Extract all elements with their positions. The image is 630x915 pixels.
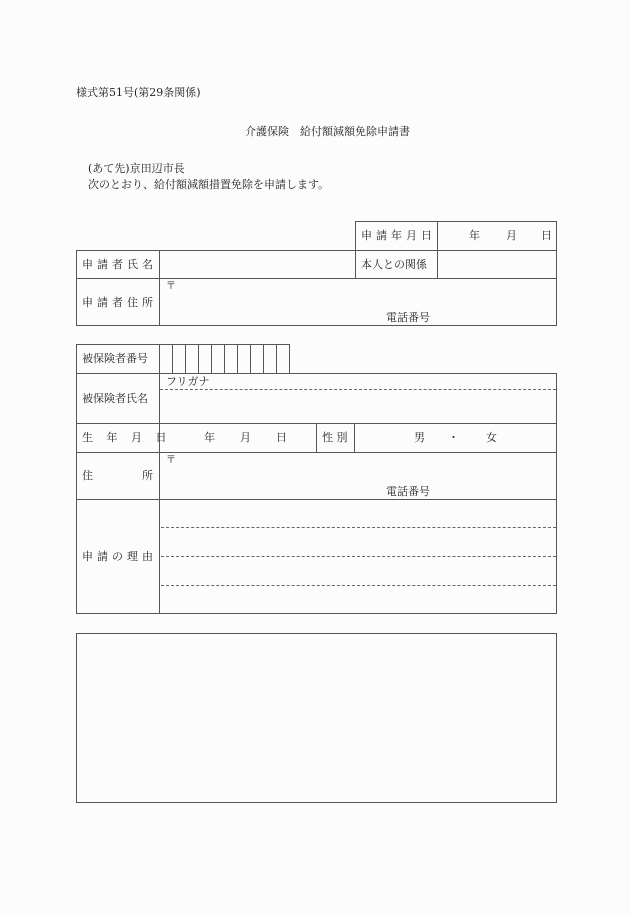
birth-day: 日 [276,431,287,444]
birth-year: 年 [204,431,215,444]
statement: 次のとおり、給付額減額措置免除を申請します。 [88,178,330,191]
applicant-address-field[interactable] [160,279,556,325]
gender-male-option[interactable]: 男 [414,431,425,444]
insured-name-label: 被保険者氏名 [82,392,148,405]
birth-date-label: 生 年 月 日 [82,431,172,444]
gender-label: 性 別 [322,431,348,444]
application-date-month: 月 [506,229,517,242]
postal-mark-icon: 〒 [166,455,176,466]
birth-month: 月 [240,431,251,444]
application-date-label: 申請年月日 [361,229,436,242]
addressee: (あて先)京田辺市長 [88,162,185,175]
birth-date-field[interactable] [160,424,316,452]
application-date-day: 日 [541,229,552,242]
applicant-name-label: 申請者氏名 [82,258,157,271]
relation-field[interactable] [438,251,556,278]
insured-phone-label: 電話番号 [386,485,430,498]
reason-label: 申請の理由 [82,550,157,563]
insured-address-label-2: 所 [142,469,153,482]
notes-box[interactable] [76,633,557,803]
insured-address-label-1: 住 [82,469,93,482]
form-number: 様式第51号(第29条関係) [76,86,201,99]
insured-address-field[interactable] [160,453,556,499]
applicant-address-label: 申請者住所 [82,296,157,309]
form-title: 介護保険 給付額減額免除申請書 [245,125,410,138]
furigana-field[interactable] [160,374,556,389]
postal-mark-icon: 〒 [166,281,176,292]
gender-separator: ・ [448,431,459,444]
relation-label: 本人との関係 [361,258,427,271]
furigana-label: フリガナ [166,375,210,388]
applicant-name-field[interactable] [160,251,355,278]
application-date-year: 年 [469,229,480,242]
gender-female-option[interactable]: 女 [486,431,497,444]
insured-number-label: 被保険者番号 [82,352,148,365]
reason-field[interactable] [160,500,556,613]
insured-name-field[interactable] [160,390,556,423]
application-date-field[interactable] [438,222,556,250]
applicant-phone-label: 電話番号 [386,311,430,324]
